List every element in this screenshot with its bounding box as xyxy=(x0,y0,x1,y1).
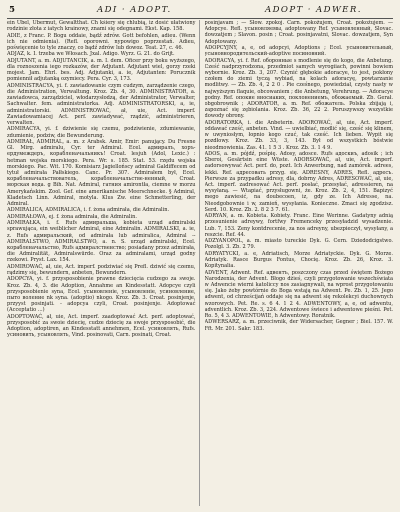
dictionary-entry: ADMIROWAĆ, ał, uie, Act. imperf. podziwiać się Prefl. dziwić się czemu, rądzimy się, bewundern, anbeten, Bewundern. xyxy=(7,263,196,276)
dictionary-entry: ADRYATYCKI, a. e, Adriatisch, Morze Adriatyckie. Dyk. G. Morze. Adriatyk. Rasce Burgus Fontus, Chocię. Kroz. Zb. 26, Kroz. 3. Kopitynalia. xyxy=(204,250,393,270)
left-column xyxy=(7,20,196,508)
dictionary-entry: ADMIRAŁKA, i. f. Rufs адмиральша, kobieta urząd admiralski sprawująca, ein weiblicher Admiral, eine Admiralin. ADMIRALSKI, a. ie, z. Rufs адмиральский, od admirała lub admiralica, Admiral -- ADMIRALSTWO, ADMIRALSTWO, a. n. S. urząd admiralski, Ecel. корабленачальство, Rufs адмиралственство; posiadany przez admirała, die Admiralität, Admiralswürde. Oraz za admiralami, urząd godny rzekowi. Pryst. Lax. 154. xyxy=(7,220,196,264)
dictionary-entry: ein Ubel, Ubermut, Gewaltthat. Ch kśiery się chlubią, iz dosić ułatwiony rodzinie złota z iatych krainowy, znami się odegnami. Ekst. Kap. 158. xyxy=(7,20,196,33)
dictionary-entry: ADMIRAŁOWA, ej. f. żona admirała, die Admiralin. xyxy=(7,213,137,220)
dictionary-entry: ADOPCYA, yi. f. przysposobienie prawne dziecięcia cudzego za swoje. Kroz. Zb. 4, 3. die Adoption, Annahme an Kindesstatt. Adopcye czyli przysposobienie syna, Ecel. усыновленіе, усыновлeніе, усиновление, пыто воление nk syna. (adoptio) nkogo. Kroz. Zb. 3. Croat. posinjenje, przyyst posinjati. - adopcya czyli, Croat. posinjenje. Adoptować (Acceptatio ...) xyxy=(7,276,196,314)
header-right-title: ADOPT · ADWER. xyxy=(265,5,362,15)
dictionary-entry: ADMINISTRACYA, yi. f. zawiadowanie czym cudzym, zarządzenie czego, die Administration, Verwaltung. Kroz. Zb. 4, 30. ADMINISTRATOR, a. zawiadowca, zarządziciel, włodarzysłodzą, der Administrator, Verwalter, Sachwalter. fem. administratorka. Adj. ADMINISTRATORSKI, a, ie, administratorski. ADMINISTROWAĆ, ał, uie, Act. imperf. Zawiadowamiacej Act. perf. zawiadywać, rządzić, administrieren, verwalten. xyxy=(7,82,196,126)
right-column xyxy=(205,20,394,508)
column-divider xyxy=(199,20,200,506)
dictionary-entry: ADMIRAŁ, ADMIRAL, a. m. z Arabsk. Amir, Emir: panujący. Du Fresne Gl. Mirg. admiralu, Cyr. ter Admiral. Ecel. адмиралъ, хоръ-ердумеждеръ, корабленачальникъ! Croat. lesjuh (Adol, Lexic.) : hetman wojska morskiego. Pera. Wr. s. 185. Stat. 53. rzędu wojska morskiego. Pac. Wit. 170. Komisiarz Jagiellońscy admirał Galdiffecem od tytuł admirała Pałłskiego. Canc. Pr. 307. Admirałem był, Ecel. корабленачальствователь, корабленачальстве-ненный, Croat. морская вода. g Bih. Nat. Admiral, гатния amirontła, ciemne w morzu Amerykańskim. Zool. Gef. eine amerikanische Meerschnecke. § Admiral, Kladetsch Linn. Admiral, motyla. Klus Zw. eine Schmetterling, der Admiral. xyxy=(7,138,196,208)
dictionary-entry: ADMIRACYA, yi. f. dziwienie się czemu, podziwienie, zdumiewanie, zdumienie, podziw, die Bewunderung. xyxy=(7,126,196,139)
dictionary-entry: ADMIRALICA, ADMIRALICA, i. f. żona admirała, die Admiralin. xyxy=(7,207,170,214)
dictionary-entry: ADOS, a. m. pójdź, pośpię. Adosy, adosce. Rufs адоскиъ, adosik ; ich Sberoi, Gesärtsin eine Wüste. ADORSOWAĆ, ał, uie, Act. imperf. zadorsowywać Act. perf. do, pozt. Ich Anwerbung, nad zamórek. adrees, lekki. Ref. адресовать przyg. się. ADRESNY, ADRES, Refl. адресъ. Pierwsze za przypadku adresy, dla, dobrny Adres, ADRESOWAĆ, ał, uie, Act. imperf. zadresować Act. perf. posłać, przesyłać, adressieren, na wysyłaną. — Wtapiać, przysługowni, że. Kroz. Zb. 2, 4, 151. Bapizyć mego zawiesić, na doubecoen, iz, gdy ze. Ich Adresse, na. Nieodgobownie i w, zamień, wysyłania. Konieczne. Zmaci się zgodzisz. Serd. 10. Kroz. Zb. 2. 8 2 3 7. 61. xyxy=(204,151,393,213)
dictionary-entry: ADIE, z Franc. P. Bogu oddaie, bądź zdrów. Gott befohlen, adieu. (Wenn ich nie odmienia). (Refl. oporowni. nypowigo poprzestań. Adieu, poświęcenie to tyle znaczy, co bądź zdrów lub dowoz. Teat. 27, c. 46. xyxy=(7,32,196,51)
page-number: 5 xyxy=(9,5,15,15)
dictionary-entry: ADJAZ, k. I. trzeba we Włosach. Jxal. Adigo. Wyrz. G. 21. do Grijt. xyxy=(7,51,175,58)
dictionary-entry: ADORACYA, yi. f. Ref. оборонные s modlenie się do kogo, die Anbetung. Cześć nadprzyrodzona, przedmiot samych wyrogiiach, powinni bowiem wybornie. Kroz. Zb. 3, 207. Czynić głębokie adoracye, to jest, pokłony czołem do ziemi tyczą wybiad, na kolach adoracyę, powtarzanie modlitwy. — Zb. Zb. 4, 2 2 0 . Pie cześnego, powiedział, czysty nasty w najwyższym flaquie, obcowaniem ; die Anbetung, Verehrung. — Adoracye godny. Ref. oпoкиe вносиaкиx, поклонениeмъ, обожаемый. Zb. Gerał. obgobrownik ; ADORATOR, a. m. Ref. обожатель. Polska zbijają i, zapoznać się zębiolania. Kroz. Zb. 36, 22 2. Poruszywszy wszystkie dowody obrony. xyxy=(204,57,393,120)
dictionary-entry: ADJUTANT, a. m. ADJUTANCIK, a. m. I. dem. Oficer przy boku wyższego, dla roznoszenia iego rozkazów, der Adjutant. Adjutant wiel, gorzy rzeki mojest. Jam. Ehrl. bes. Adj. Adjutanki, a. ie, Adjutanten: Porucznik pomiennił adjutanką ozymiecy. Pera. Cyr. 3, 173. xyxy=(7,57,196,83)
dictionary-entry: ADWERSARZ, a. m. przeciwnik, der Widersacher, Gegner ; Biel. 157. W. Fft. Mr. 201. Sakr. 183. xyxy=(204,319,393,332)
text-columns xyxy=(7,20,393,508)
running-header xyxy=(7,5,393,19)
dictionary-entry: ADOPCYJNY, a, e, od adopcyi, Adoptions ; Ecel. усыновительный, усыновнородительский-adoptive посиновний. xyxy=(204,45,393,58)
dictionary-entry: ADVENT, Adwent. Ref. адвентъ, poszczony czas przed świętem Bożego Narodzenia, der Advent. Błogo dżieś, czyli przygotowanie wszechświata w Adwencie wierni katoliccy nos zasiagnywali, na wprost przygotowaniu się. Jako żeby powtórnie do Boga wstają na Adwent. Pe. Zb. 1, 25. Jego adwent, od chrześcijań oddaje się na adwent się rekolekcyi duchownych wzorowych. Pet. Re. s. 6 4. 1 2 4. ADWENTOWY, a, e, od adwentu, adventlich. Kroz. Zb. 3, 224. Adwentowe świece i adwentowe pieśni. Pet. Ro. 5, 4 3. ADWENTOWIE, h Adwentowy. Roratnik. xyxy=(204,269,393,320)
dictionary-entry: ADRYAN, a. m. Kobieta. Kobiety. Franc. Eine Werinne. Gadatyny adnią przesunienie adreywy, fortfwy Fremenceky przesyładzid wysadzenie. Lub. 7, 153. Zeny kontdrecenie, za nos adreyny, ubezpieczył, wysyłany, a reszcie. Ref. 44. xyxy=(204,213,393,238)
header-left-title: ADI · ADOPT. xyxy=(97,5,172,15)
dictionary-entry: ADZYANOPOL, a. m. miasto tureckie Dyk. G. Cern. Dziedodcigstwo. Pozolgl. 3. Zb. 2 79. xyxy=(204,238,393,251)
dictionary-entry: posinjavam ; — Słow. zpokoj. Carn. pokožujem, Croat. pokožujem. — Adopcye. Refl. усыновляемы, adoptowany Ref. усыновленный, Slovac. dowzatjem ; Slavon. posin ; Croat. posinjavatni, Slovac. dowzatjem, Syn Adoptowany. xyxy=(204,20,393,45)
dictionary-entry: ADOPTOWAĆ, ał, uie, Act. imperf. zaadoptować Act. perf. adoptować, przysposobić za swoie dziecię, cudze dziecię za swoje przysposobić, die Adoption, adoptiren, an Kindesstatt annehmen, Ecel. усиновлять, Rufs. усиновить, усыновлять, Vind. posinovati, Carn. posinati, Croat. xyxy=(7,313,196,339)
dictionary-entry: ADORATORKA, i. die Anbeterin. ADOROWAĆ, ał, uie, Act. imperf. oddawać cześć, anbeten. Vind. — uwielbiać, modlić się, cześć się klinem, w uwyniosłym, łopnio kogo czuć, tak cześć. Ich lieben. Wypit się pozdłowy. Kroz. Zb. 33, 3, 143. Był od wszystkich bóstwie nieodmowienia. Zas. 41. 1 5 3 . Kroz. Zb. 3. 1 4 9. xyxy=(204,119,393,151)
